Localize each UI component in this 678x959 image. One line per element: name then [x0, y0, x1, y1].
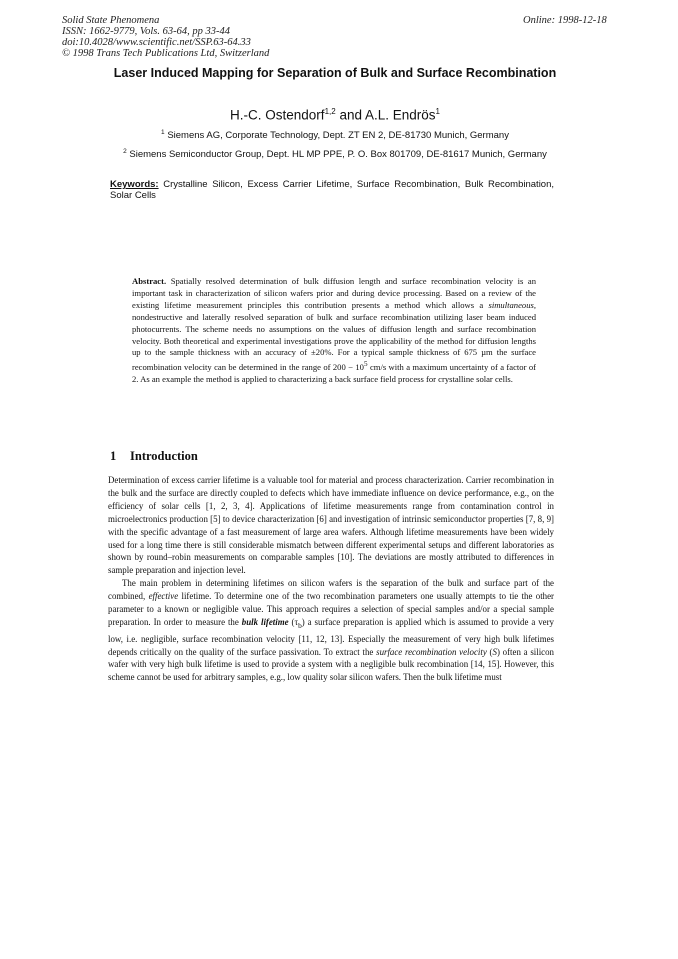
keywords [110, 179, 554, 201]
author-conjunction: and [335, 107, 365, 123]
copyright-line: © 1998 Trans Tech Publications Ltd, Switzerland [62, 48, 270, 59]
abstract-emphasis: simultaneous [488, 299, 534, 310]
affiliation-marker: 1 [161, 129, 165, 136]
keywords-text: Crystalline Silicon, Excess Carrier Lifetime, Surface Recombination, Bulk Recombination, Solar Cells [110, 179, 555, 201]
online-date: Online: 1998-12-18 [523, 15, 607, 26]
journal-header [62, 15, 269, 59]
subscript: b [298, 620, 302, 630]
affiliation-1 [100, 127, 570, 142]
section-title: Introduction [130, 449, 198, 463]
paragraph-text: lifetime. To determine one of the two recombination parameters one usually attempts to tie the other parameter to a known or negligible value. This approach requires a selection of special samples and/or a special sample preparation. In order to measure the [108, 591, 555, 627]
journal-name: Solid State Phenomena [62, 15, 160, 26]
emphasis: surface recombination velocity [376, 646, 487, 657]
emphasis: bulk lifetime [241, 616, 289, 627]
paragraph-text: ( [486, 646, 493, 657]
author-line [100, 104, 570, 124]
paragraph-text: The main problem in determining lifetimes on silicon wafers is the separation of the bulk and surface part of the combined, [108, 578, 554, 602]
paragraph-text: ) a surface preparation is applied which is assumed to provide a very low, i.e. negligible, surface recombination velocity [11, 12, 13]. Especially the measurement of very high bulk lifetimes depends critically on the quality of the surface passivation. To extract the [108, 616, 554, 657]
body-text [108, 474, 554, 684]
author-name: H.-C. Ostendorf [230, 107, 325, 123]
issn-line: ISSN: 1662-9779, Vols. 63-64, pp 33-44 [62, 26, 230, 37]
emphasis: S [492, 646, 497, 657]
abstract-text: Spatially resolved determination of bulk diffusion length and surface recombination velocity is an important task in characterization of silicon wafers prior and during device processing. Based on a review of the existing lifetime measurement principles this contribution presents a method which allows a [132, 276, 536, 310]
abstract-text: cm/s with a maximum uncertainty of a factor of 2. As an example the method is applied to characterizing a back surface field process for crystalline solar cells. [132, 362, 536, 385]
author-name: A.L. Endrös [364, 107, 436, 123]
section-number: 1 [110, 449, 117, 463]
paragraph-text: (τ [288, 616, 299, 627]
paragraph [108, 577, 554, 684]
affiliation-marker: 1 [435, 107, 440, 116]
abstract-text: , nondestructive and laterally resolved separation of bulk and surface recombination utilizing laser beam induced photocurrents. The scheme needs no assumptions on the values of diffusion length and surface recombination velocity. Both theoretical and experimental investigations prove the applicability of the method for diffusion lengths up to the sample thickness with an accuracy of ±20%. For a typical sample thickness of 675 µm the surface recombination velocity can be determined in the range of 200 − 10 [132, 299, 536, 373]
affiliation-text: Siemens AG, Corporate Technology, Dept. ZT EN 2, DE-81730 Munich, Germany [167, 130, 509, 142]
emphasis: effective [148, 591, 179, 602]
paper-title: Laser Induced Mapping for Separation of Bulk and Surface Recombination [113, 66, 557, 80]
affiliation-marker: 2 [123, 148, 127, 155]
paragraph-text: ) often a silicon wafer with very high bulk lifetime is used to provide a system with a negligible bulk recombination [14, 15]. However, this scheme cannot be used for arbitrary samples, e.g., low quality solar silicon wafers. Then the bulk lifetime must [108, 646, 554, 683]
abstract-exponent: 5 [363, 360, 368, 369]
paragraph: Determination of excess carrier lifetime is a valuable tool for material and process characterization. Carrier recombination in the bulk and the surface are directly coupled to defects which have immediate influence on device performance, e.g., on the efficiency of solar cells [1, 2, 3, 4]. Applications of lifetime measurements range from contamination control in microelectronics production [5] to device characterization [6] and investigation of intrinsic semiconductor properties [7, 8, 9] with the specific advantage of a fast measurement of large area wafers. Although lifetime measurements have been widely used for a long time there is still considerable mismatch between different experimental setups and different laboratories as shown by round–robin measurements on comparable samples [10]. The deviations are mostly attributed to differences in sample preparation and injection level. [108, 475, 554, 576]
affiliation-marker: 1,2 [324, 107, 336, 116]
affiliation-2 [110, 146, 560, 161]
keywords-label: Keywords: [110, 179, 159, 190]
abstract [132, 276, 536, 386]
doi-link[interactable]: doi:10.4028/www.scientific.net/SSP.63-64.33 [62, 37, 251, 48]
section-heading [110, 449, 198, 464]
abstract-label: Abstract. [132, 276, 167, 286]
affiliation-text: Siemens Semiconductor Group, Dept. HL MP PPE, P. O. Box 801709, DE-81617 Munich, Germany [129, 149, 547, 161]
